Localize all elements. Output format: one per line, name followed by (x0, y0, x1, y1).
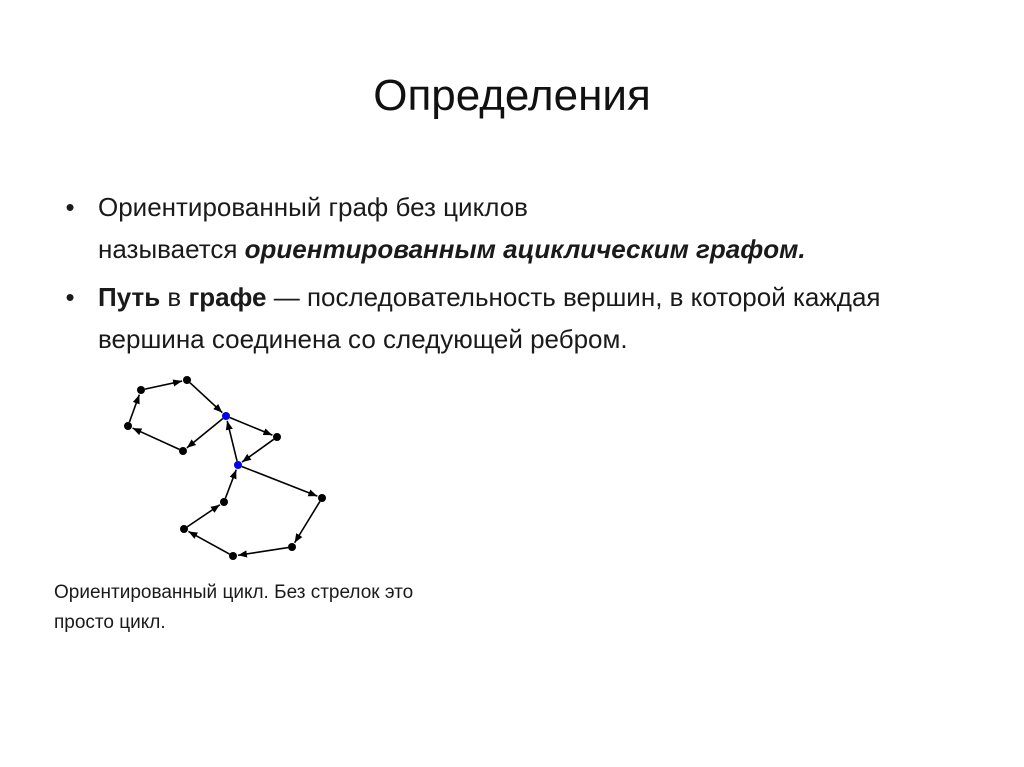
graph-node-j (229, 552, 237, 560)
graph-node-i (288, 543, 296, 551)
graph-edges (129, 381, 320, 555)
graph-node-g (124, 422, 132, 430)
graph-edge-c-d (230, 418, 273, 436)
bullet-dag-definition (60, 186, 960, 270)
graph-node-h (318, 494, 326, 502)
graph-edge-c-f (187, 419, 223, 448)
bullet-text-line1: Ориентированный граф без циклов (98, 192, 528, 222)
bullet-term-graph: графе (188, 282, 267, 312)
graph-node-a (137, 386, 145, 394)
bullet-marker: • (65, 192, 75, 222)
graph-node-l (220, 498, 228, 506)
graph-edge-j-k (188, 531, 229, 554)
caption-line2: просто цикл. (54, 612, 166, 633)
graph-edge-k-l (187, 505, 220, 527)
graph-node-f (179, 447, 187, 455)
graph-node-d (273, 433, 281, 441)
graph-node-b (183, 376, 191, 384)
bullet-term-path: Путь (98, 282, 161, 312)
bullet-text-mid: в (160, 282, 189, 312)
graph-edge-e-h (242, 466, 318, 496)
graph-node-k (180, 525, 188, 533)
slide-title: Определения (373, 71, 651, 120)
graph-edge-b-c (190, 383, 222, 413)
graph-edge-g-a (129, 395, 139, 423)
bullet-list (60, 186, 960, 366)
graph-node-highlighted-c (222, 412, 230, 420)
graph-edge-l-e (225, 470, 236, 499)
caption-line1: Ориентированный цикл. Без стрелок это (54, 582, 414, 603)
figure-caption (54, 578, 524, 638)
bullet-text-line2-prefix: называется (98, 234, 245, 264)
graph-edge-h-i (295, 501, 320, 542)
bullet-term-dag: ориентированным ациклическим графом. (244, 234, 806, 264)
graph-node-highlighted-e (234, 461, 242, 469)
graph-edge-i-j (238, 548, 288, 556)
graph-edge-d-e (242, 439, 274, 462)
bullet-text-rest: — последовательность вершин, в которой каждая вершина соединена со следующей ребром. (98, 282, 881, 354)
bullet-path-definition (60, 276, 960, 360)
directed-cycle-figure (100, 365, 350, 570)
graph-edge-e-c (227, 421, 237, 461)
graph-nodes (124, 376, 326, 560)
graph-edge-a-b (145, 381, 182, 389)
graph-edge-f-g (133, 428, 180, 449)
bullet-marker: • (65, 282, 75, 312)
